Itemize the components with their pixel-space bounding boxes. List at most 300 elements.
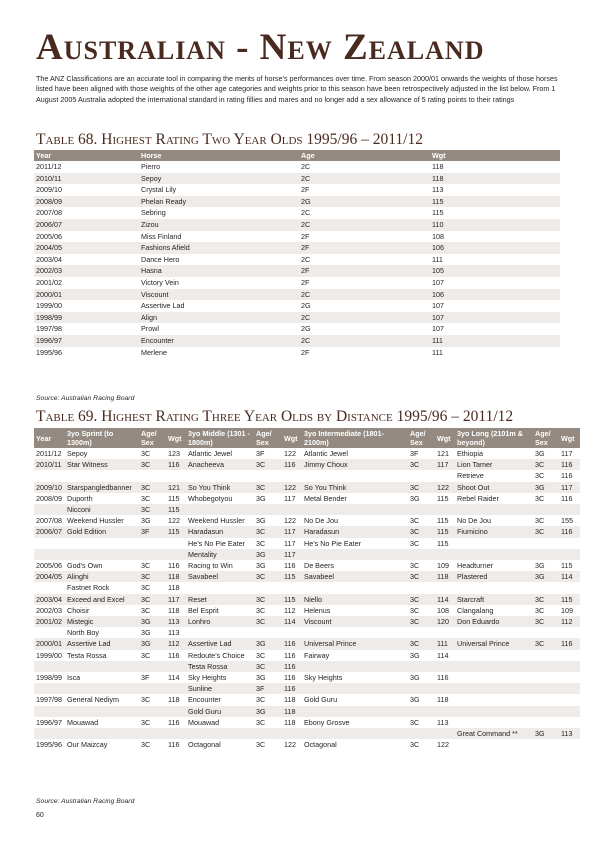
table-cell: 116 bbox=[168, 717, 180, 727]
table-cell: 1997/98 bbox=[36, 695, 62, 705]
table-cell: 115 bbox=[282, 594, 302, 605]
table-cell: 117 bbox=[561, 449, 573, 458]
table-cell: Choisir bbox=[67, 605, 90, 615]
table-cell: Pierro bbox=[141, 162, 161, 171]
table-cell bbox=[254, 627, 282, 638]
table-cell: 3G bbox=[254, 549, 282, 560]
table-cell: 117 bbox=[282, 526, 302, 537]
table-cell: 109 bbox=[561, 605, 573, 615]
table-cell: 1995/96 bbox=[36, 740, 62, 750]
table-cell: Hasna bbox=[139, 265, 299, 277]
table-cell: 3C bbox=[141, 449, 151, 458]
table-cell: 108 bbox=[432, 231, 444, 241]
table-cell: General Nediym bbox=[67, 695, 119, 705]
table-cell bbox=[559, 661, 580, 672]
table-cell: 112 bbox=[559, 616, 580, 627]
table-cell: 116 bbox=[561, 471, 573, 481]
page-title: Australian - New Zealand bbox=[36, 27, 485, 68]
table-row bbox=[34, 231, 560, 243]
table-cell: 116 bbox=[284, 650, 296, 660]
table-cell bbox=[302, 549, 408, 560]
table-cell: 3C bbox=[408, 638, 435, 649]
table-cell: 118 bbox=[168, 583, 180, 593]
table-cell: 2F bbox=[301, 231, 310, 241]
table-cell: Isca bbox=[67, 673, 81, 683]
table-cell: Dance Hero bbox=[141, 254, 180, 264]
table-cell bbox=[166, 706, 186, 717]
table-cell: 2009/10 bbox=[34, 482, 65, 493]
table-cell bbox=[166, 549, 186, 560]
table-cell: Gold Edition bbox=[65, 526, 139, 537]
table-cell bbox=[408, 728, 435, 739]
table-row bbox=[34, 560, 580, 571]
table-cell: 3C bbox=[139, 459, 166, 470]
table-cell: Gold Guru bbox=[186, 706, 254, 717]
table-cell: 115 bbox=[166, 504, 186, 515]
table-cell: 113 bbox=[168, 628, 180, 638]
page-number: 60 bbox=[36, 812, 44, 819]
table-cell bbox=[302, 470, 408, 481]
table-cell bbox=[34, 627, 65, 638]
table-cell bbox=[435, 661, 455, 672]
table-cell: 111 bbox=[432, 347, 443, 357]
table-cell: 1998/99 bbox=[34, 312, 139, 324]
table-cell: 1995/96 bbox=[36, 347, 62, 357]
table-cell bbox=[166, 728, 186, 739]
table-cell: 2000/01 bbox=[34, 638, 65, 649]
table-cell: 3F bbox=[256, 449, 265, 458]
table-cell: 115 bbox=[437, 538, 449, 548]
table-row bbox=[34, 482, 580, 493]
table-row bbox=[34, 242, 560, 254]
table-cell: 3C bbox=[254, 571, 282, 582]
table-cell: Niello bbox=[302, 594, 408, 605]
table-row bbox=[34, 470, 580, 481]
column-header: Wgt bbox=[166, 428, 186, 448]
table-row bbox=[34, 549, 580, 560]
table-cell: 118 bbox=[168, 605, 180, 615]
table-cell: 3G bbox=[533, 571, 559, 582]
table-cell: 108 bbox=[437, 605, 449, 615]
table-cell bbox=[186, 627, 254, 638]
table-cell: Testa Rossa bbox=[67, 650, 107, 660]
table-cell: So You Think bbox=[186, 482, 254, 493]
table-row bbox=[34, 638, 580, 649]
table-cell: 3C bbox=[410, 717, 420, 727]
table-cell bbox=[34, 582, 65, 593]
table-cell bbox=[282, 504, 302, 515]
table-cell: 115 bbox=[432, 208, 444, 218]
table-cell: Metal Bender bbox=[304, 493, 347, 503]
column-header: Wgt bbox=[282, 428, 302, 448]
table-cell: 116 bbox=[282, 661, 302, 672]
table-cell: Phelan Ready bbox=[139, 196, 299, 208]
table-cell: 3C bbox=[410, 605, 420, 615]
table-cell: 117 bbox=[559, 482, 580, 493]
table-cell bbox=[408, 470, 435, 481]
table-cell: 111 bbox=[430, 335, 560, 347]
table-cell: 3C bbox=[256, 605, 266, 615]
table-cell: 3C bbox=[408, 526, 435, 537]
table-cell: 3F bbox=[139, 526, 166, 537]
table-cell bbox=[455, 627, 533, 638]
two-year-olds-table bbox=[34, 150, 560, 358]
table-cell: Crystal Lily bbox=[141, 185, 177, 195]
table-cell: 3C bbox=[141, 695, 151, 705]
table-row bbox=[34, 616, 580, 627]
table-cell: Our Maizcay bbox=[67, 740, 108, 750]
table-cell: 2F bbox=[301, 185, 310, 195]
table-cell: 1999/00 bbox=[36, 301, 62, 311]
table-69-title: Table 69. Highest Rating Three Year Olds by Distance 1995/96 – 2011/12 bbox=[36, 408, 514, 425]
table-cell: Sunline bbox=[186, 683, 254, 694]
table-row bbox=[34, 300, 560, 312]
table-cell: 122 bbox=[437, 740, 449, 750]
column-header: Age/ Sex bbox=[533, 428, 559, 448]
table-cell bbox=[533, 627, 559, 638]
table-cell: 116 bbox=[166, 459, 186, 470]
table-cell bbox=[455, 683, 533, 694]
table-cell: Fastnet Rock bbox=[67, 583, 110, 593]
table-cell: 3G bbox=[254, 638, 282, 649]
table-cell: Sepoy bbox=[139, 173, 299, 185]
table-cell: 2G bbox=[301, 324, 311, 334]
table-cell bbox=[455, 549, 533, 560]
table-cell: Weekend Hussler bbox=[188, 516, 245, 526]
table-cell: 2G bbox=[301, 301, 311, 311]
table-cell bbox=[408, 661, 435, 672]
table-cell: Viscount bbox=[139, 289, 299, 301]
table-row bbox=[34, 312, 560, 324]
column-header: 3yo Middle (1301 - 1800m) bbox=[186, 428, 254, 448]
table-cell: Sky Heights bbox=[304, 673, 343, 683]
table-row bbox=[34, 650, 580, 661]
column-header: Age bbox=[299, 150, 430, 161]
table-cell bbox=[34, 549, 65, 560]
table-cell: 122 bbox=[284, 740, 296, 750]
table-cell: 115 bbox=[168, 493, 180, 503]
table-cell: 2002/03 bbox=[34, 265, 139, 277]
table-cell: 3C bbox=[533, 616, 559, 627]
table-cell: Zizou bbox=[139, 219, 299, 231]
table-cell: 3C bbox=[254, 594, 282, 605]
table-cell: Savabeel bbox=[302, 571, 408, 582]
table-cell: 2C bbox=[301, 208, 311, 218]
table-cell bbox=[282, 470, 302, 481]
table-cell bbox=[559, 549, 580, 560]
table-cell: God’s Own bbox=[67, 561, 103, 571]
table-cell bbox=[455, 717, 533, 728]
table-row bbox=[34, 173, 560, 185]
table-cell: 1996/97 bbox=[36, 717, 62, 727]
table-cell: 2001/02 bbox=[36, 277, 62, 287]
table-cell: 111 bbox=[432, 254, 443, 264]
table-cell: 3G bbox=[254, 706, 282, 717]
table-cell bbox=[186, 582, 254, 593]
table-cell bbox=[533, 694, 559, 705]
table-cell: Jimmy Choux bbox=[302, 459, 408, 470]
table-cell bbox=[139, 683, 166, 694]
table-cell: 3C bbox=[254, 482, 282, 493]
table-cell: 3C bbox=[139, 482, 166, 493]
table-cell: 105 bbox=[430, 265, 560, 277]
table-row bbox=[34, 184, 560, 196]
table-cell bbox=[533, 650, 559, 661]
three-year-olds-table bbox=[34, 428, 580, 750]
table-cell: Helenus bbox=[304, 605, 331, 615]
intro-paragraph: The ANZ Classifications are an accurate tool in comparing the merits of horse’s performances over time. From season 2000/01 onwards the weights of those horses listed have been aligned with those weights of the other age categories and weights prior to this season have been retrospectively adjusted in the list below. From 1 August 2005 Australia adopted the international standard in rating fillies and mares and no longer add a sex allowance of 5 rating points to their ratings bbox=[36, 74, 558, 104]
table-cell: 118 bbox=[430, 173, 560, 185]
table-cell: Ethiopia bbox=[457, 449, 483, 458]
table-cell: Starcraft bbox=[455, 594, 533, 605]
table-cell: 2F bbox=[301, 277, 310, 287]
table-cell: 3C bbox=[254, 661, 282, 672]
table-cell: Starspangledbanner bbox=[65, 482, 139, 493]
table-cell: 3G bbox=[141, 516, 151, 526]
table-cell bbox=[34, 683, 65, 694]
table-cell bbox=[435, 706, 455, 717]
table-cell: 107 bbox=[432, 277, 444, 287]
table-row bbox=[34, 196, 560, 208]
table-cell: 117 bbox=[282, 549, 302, 560]
table-row bbox=[34, 582, 580, 593]
table-cell: 116 bbox=[168, 561, 180, 571]
table-cell: 2007/08 bbox=[36, 516, 62, 526]
table-cell: 3C bbox=[141, 561, 151, 571]
table-cell: 3C bbox=[141, 605, 151, 615]
table-cell bbox=[559, 582, 580, 593]
table-cell: Mouawad bbox=[188, 717, 220, 727]
table-cell: Assertive Lad bbox=[141, 301, 185, 311]
table-cell: 3G bbox=[535, 449, 545, 458]
table-cell: Encounter bbox=[188, 695, 221, 705]
table-cell: Bel Esprit bbox=[188, 605, 219, 615]
table-cell bbox=[533, 706, 559, 717]
table-cell bbox=[435, 683, 455, 694]
table-cell bbox=[455, 739, 533, 750]
table-cell bbox=[282, 627, 302, 638]
table-cell bbox=[559, 739, 580, 750]
table-cell: Assertive Lad bbox=[65, 638, 139, 649]
table-cell: No De Jou bbox=[457, 516, 491, 526]
table-cell: 117 bbox=[166, 594, 186, 605]
table-body bbox=[34, 448, 580, 750]
table-cell bbox=[533, 538, 559, 549]
table-cell: Alinghi bbox=[65, 571, 139, 582]
table-cell: 3G bbox=[533, 728, 559, 739]
table-cell: 3C bbox=[139, 504, 166, 515]
table-cell: 3G bbox=[410, 493, 420, 503]
table-cell: 116 bbox=[561, 493, 573, 503]
table-header-row bbox=[34, 428, 580, 448]
table-cell: 2C bbox=[299, 312, 430, 324]
table-cell: 2002/03 bbox=[36, 605, 62, 615]
table-row bbox=[34, 538, 580, 549]
table-cell: 3C bbox=[256, 650, 266, 660]
table-cell: 115 bbox=[559, 594, 580, 605]
table-cell: 106 bbox=[430, 289, 560, 301]
table-cell: 122 bbox=[284, 449, 296, 458]
table-cell: 114 bbox=[168, 673, 180, 683]
table-cell: 116 bbox=[282, 638, 302, 649]
table-cell bbox=[34, 504, 65, 515]
table-row bbox=[34, 571, 580, 582]
column-header: Age/ Sex bbox=[408, 428, 435, 448]
table-cell: 114 bbox=[435, 594, 455, 605]
table-cell: 3G bbox=[410, 695, 420, 705]
table-row bbox=[34, 161, 560, 173]
table-cell: Prowl bbox=[141, 324, 159, 334]
table-cell bbox=[533, 717, 559, 728]
table-cell: 2010/11 bbox=[34, 459, 65, 470]
table-row bbox=[34, 515, 580, 526]
table-body bbox=[34, 161, 560, 358]
table-cell: 2003/04 bbox=[36, 254, 62, 264]
table-cell: 3C bbox=[410, 538, 420, 548]
table-cell: Fairway bbox=[304, 650, 330, 660]
table-row bbox=[34, 448, 580, 459]
table-cell: 2C bbox=[299, 173, 430, 185]
table-cell: 113 bbox=[437, 717, 449, 727]
table-row bbox=[34, 323, 560, 335]
table-cell: 3C bbox=[141, 650, 151, 660]
table-cell: 107 bbox=[430, 312, 560, 324]
table-cell: Shoot Out bbox=[455, 482, 533, 493]
table-cell: 3G bbox=[256, 673, 266, 683]
table-cell: 116 bbox=[437, 673, 449, 683]
table-cell: 3C bbox=[535, 471, 545, 481]
table-cell: 2005/06 bbox=[36, 561, 62, 571]
table-cell: Atlantic Jewel bbox=[188, 449, 232, 458]
table-cell: 1999/00 bbox=[36, 650, 62, 660]
table-cell: Whobegotyou bbox=[188, 493, 233, 503]
table-cell bbox=[186, 470, 254, 481]
table-cell: 2004/05 bbox=[34, 242, 139, 254]
table-cell bbox=[533, 549, 559, 560]
table-cell bbox=[302, 706, 408, 717]
table-row bbox=[34, 347, 560, 359]
table-cell: He’s No Pie Eater bbox=[188, 538, 245, 548]
table-cell bbox=[302, 661, 408, 672]
table-cell bbox=[34, 538, 65, 549]
table-cell: 2007/08 bbox=[36, 208, 62, 218]
table-cell bbox=[34, 661, 65, 672]
table-cell: 3G bbox=[535, 561, 545, 571]
table-cell: Atlantic Jewel bbox=[304, 449, 348, 458]
table-cell bbox=[34, 706, 65, 717]
table-row bbox=[34, 605, 580, 616]
table-cell: 115 bbox=[437, 516, 449, 526]
table-cell bbox=[533, 504, 559, 515]
table-cell: 122 bbox=[435, 482, 455, 493]
table-cell: He’s No Pie Eater bbox=[304, 538, 361, 548]
table-cell bbox=[435, 627, 455, 638]
table-cell: 3C bbox=[141, 717, 151, 727]
table-cell: Universal Prince bbox=[455, 638, 533, 649]
table-cell bbox=[435, 470, 455, 481]
table-cell: 118 bbox=[284, 695, 296, 705]
table-cell: 2000/01 bbox=[34, 289, 139, 301]
table-cell bbox=[139, 470, 166, 481]
column-header: 3yo Sprint (to 1300m) bbox=[65, 428, 139, 448]
table-cell: 114 bbox=[437, 650, 449, 660]
table-cell: 116 bbox=[282, 683, 302, 694]
table-cell bbox=[408, 504, 435, 515]
table-cell: De Beers bbox=[304, 561, 334, 571]
table-cell: Don Eduardo bbox=[455, 616, 533, 627]
table-cell: 3C bbox=[533, 459, 559, 470]
table-cell bbox=[302, 627, 408, 638]
table-cell: 117 bbox=[284, 538, 296, 548]
table-cell: 3G bbox=[139, 616, 166, 627]
table-cell: 115 bbox=[282, 571, 302, 582]
table-cell: Redoute’s Choice bbox=[188, 650, 245, 660]
column-header: Wgt bbox=[435, 428, 455, 448]
table-cell: 3C bbox=[408, 594, 435, 605]
table-cell: 3C bbox=[408, 616, 435, 627]
table-cell: Duporth bbox=[67, 493, 93, 503]
table-cell: 3G bbox=[410, 673, 420, 683]
table-cell: 3C bbox=[141, 740, 151, 750]
table-cell: Weekend Hussler bbox=[67, 516, 124, 526]
table-cell bbox=[435, 728, 455, 739]
table-cell bbox=[302, 504, 408, 515]
table-cell: 2F bbox=[299, 242, 430, 254]
table-row bbox=[34, 594, 580, 605]
table-row bbox=[34, 683, 580, 694]
table-cell: Lonhro bbox=[186, 616, 254, 627]
table-cell: 3C bbox=[533, 638, 559, 649]
table-cell: 122 bbox=[282, 482, 302, 493]
table-cell: 116 bbox=[168, 650, 180, 660]
table-cell bbox=[139, 706, 166, 717]
table-cell: Exceed and Excel bbox=[65, 594, 139, 605]
table-cell: Ebony Grosve bbox=[304, 717, 350, 727]
table-cell bbox=[559, 627, 580, 638]
table-cell: 1998/99 bbox=[36, 673, 62, 683]
table-cell bbox=[559, 706, 580, 717]
table-cell bbox=[408, 582, 435, 593]
table-cell: 3C bbox=[256, 740, 266, 750]
table-cell: 2006/07 bbox=[34, 219, 139, 231]
table-cell bbox=[139, 728, 166, 739]
column-header: 3yo Intermediate (1801-2100m) bbox=[302, 428, 408, 448]
table-cell: 2F bbox=[301, 347, 310, 357]
table-cell: 121 bbox=[437, 449, 449, 458]
table-cell bbox=[408, 683, 435, 694]
table-cell: 3F bbox=[141, 673, 150, 683]
table-cell: Haradasun bbox=[186, 526, 254, 537]
table-cell: 110 bbox=[430, 219, 560, 231]
table-cell: 2005/06 bbox=[36, 231, 62, 241]
table-cell bbox=[166, 470, 186, 481]
table-cell: 112 bbox=[166, 638, 186, 649]
table-cell bbox=[435, 504, 455, 515]
table-row bbox=[34, 526, 580, 537]
table-cell bbox=[254, 582, 282, 593]
table-cell bbox=[559, 504, 580, 515]
table-cell: 2C bbox=[299, 289, 430, 301]
table-cell bbox=[254, 728, 282, 739]
table-cell: 115 bbox=[166, 526, 186, 537]
table-cell: 3C bbox=[535, 605, 545, 615]
table-cell: So You Think bbox=[302, 482, 408, 493]
table-cell: Octagonal bbox=[188, 740, 221, 750]
table-cell: 116 bbox=[284, 561, 296, 571]
table-cell: 3C bbox=[141, 493, 151, 503]
column-header: 3yo Long (2101m & beyond) bbox=[455, 428, 533, 448]
table-cell: 2009/10 bbox=[36, 185, 62, 195]
